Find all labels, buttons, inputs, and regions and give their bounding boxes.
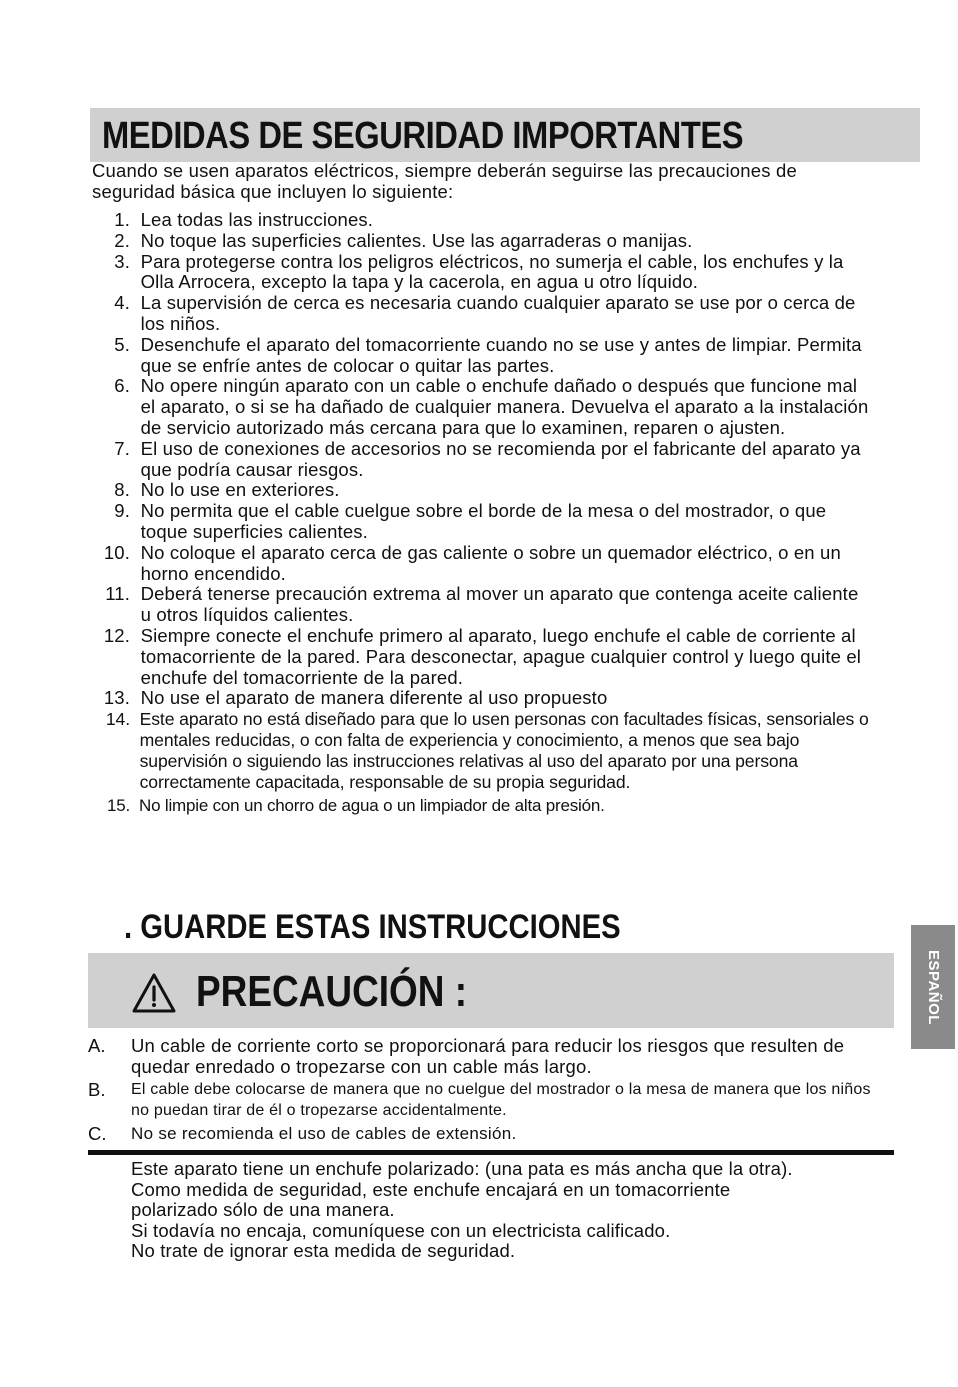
rule-item bbox=[82, 480, 872, 501]
caution-item bbox=[88, 1123, 888, 1144]
rule-item bbox=[82, 501, 872, 543]
rule-text: No permita que el cable cuelgue sobre el borde de la mesa o del mostrador, o que toque superficies calientes. bbox=[140, 500, 827, 542]
rule-number: 7. bbox=[114, 437, 130, 459]
rule-number: 3. bbox=[114, 250, 130, 272]
rule-number: 10. bbox=[103, 541, 130, 563]
warning-triangle-icon bbox=[132, 973, 176, 1013]
caution-item bbox=[88, 1035, 888, 1077]
save-instructions-heading: . GUARDE ESTAS INSTRUCCIONES bbox=[124, 908, 621, 946]
language-tab-label: ESPAÑOL bbox=[924, 949, 942, 1025]
rule-number: 11. bbox=[105, 583, 130, 605]
rule-item bbox=[82, 335, 872, 377]
caution-title: PRECAUCIÓN : bbox=[196, 967, 468, 1016]
caution-text: No se recomienda el uso de cables de extensión. bbox=[131, 1124, 517, 1143]
rule-text: Desenchufe el aparato del tomacorriente cuando no se use y antes de limpiar. Permita que se enfríe antes de colocar o quitar las partes. bbox=[140, 333, 862, 376]
polarized-plug-note bbox=[131, 1159, 891, 1262]
rule-number: 15. bbox=[106, 796, 130, 816]
rule-item bbox=[82, 210, 872, 231]
plug-note-line: Este aparato tiene un enchufe polarizado: (una pata es más ancha que la otra). bbox=[131, 1158, 793, 1179]
rule-item bbox=[82, 796, 872, 817]
rule-number: 12. bbox=[103, 624, 130, 646]
rule-number: 2. bbox=[114, 229, 130, 251]
page-title: MEDIDAS DE SEGURIDAD IMPORTANTES bbox=[102, 115, 744, 157]
rule-item bbox=[82, 439, 872, 481]
intro-text: Cuando se usen aparatos eléctricos, siempre deberán seguirse las precauciones de seguridad básica que incluyen lo siguiente: bbox=[92, 160, 798, 202]
caution-bar bbox=[88, 953, 894, 1028]
rule-text: No limpie con un chorro de agua o un limpiador de alta presión. bbox=[139, 796, 605, 816]
rule-text: Deberá tenerse precaución extrema al mover un aparato que contenga aceite caliente u otros líquidos calientes. bbox=[140, 583, 859, 626]
rule-text: No use el aparato de manera diferente al uso propuesto bbox=[140, 687, 608, 709]
caution-item bbox=[88, 1079, 888, 1121]
plug-note-line: Como medida de seguridad, este enchufe encajará en un tomacorriente bbox=[131, 1178, 731, 1200]
rule-number: 9. bbox=[114, 500, 130, 522]
rule-text: El uso de conexiones de accesorios no se recomienda por el fabricante del aparato ya que podría causar riesgos. bbox=[140, 437, 861, 480]
rule-item bbox=[82, 293, 872, 335]
rule-text: No toque las superficies calientes. Use las agarraderas o manijas. bbox=[140, 229, 693, 251]
plug-note-line: No trate de ignorar esta medida de seguridad. bbox=[131, 1240, 516, 1262]
rule-item bbox=[82, 584, 872, 626]
rule-number: 13. bbox=[103, 687, 130, 709]
rule-text: No lo use en exteriores. bbox=[140, 479, 340, 501]
divider bbox=[88, 1150, 894, 1155]
caution-text: El cable debe colocarse de manera que no cuelgue del mostrador o la mesa de manera que los niños no puedan tirar de él o tropezarse accidentalmente. bbox=[131, 1081, 871, 1119]
rule-item bbox=[82, 543, 872, 585]
rule-number: 14. bbox=[105, 709, 130, 730]
rule-text: Este aparato no está diseñado para que lo usen personas con facultades físicas, sensoriales o mentales reducidas, o con falta de experiencia y conocimiento, a menos que sea bajo supervisión o siguiendo las instrucciones relativas al uso del aparato por una persona correctamente capacitada, responsable de su propia seguridad. bbox=[139, 709, 869, 792]
rule-text: No opere ningún aparato con un cable o enchufe dañado o después que funcione mal el aparato, o si se ha dañado de cualquier manera. Devuelva el aparato a la instalación de servicio autorizado más cercana para que lo examinen, reparen o ajusten. bbox=[140, 375, 869, 438]
plug-note-line: polarizado sólo de una manera. bbox=[131, 1199, 395, 1221]
rule-item bbox=[82, 709, 872, 792]
title-bar bbox=[90, 108, 920, 162]
rule-text: Siempre conecte el enchufe primero al aparato, luego enchufe el cable de corriente al tomacorriente de la pared. Para desconectar, apague cualquier control y luego quite el enchufe del tomacorriente de la pared. bbox=[140, 624, 862, 688]
language-tab bbox=[911, 925, 955, 1049]
rule-text: No coloque el aparato cerca de gas caliente o sobre un quemador eléctrico, o en un horno encendido. bbox=[140, 541, 841, 584]
rule-item bbox=[82, 688, 872, 709]
safety-rules-list bbox=[82, 210, 872, 817]
plug-note-line: Si todavía no encaja, comuníquese con un electricista calificado. bbox=[131, 1219, 671, 1241]
rule-text: La supervisión de cerca es necesaria cuando cualquier aparato se use por o cerca de los niños. bbox=[140, 292, 856, 334]
caution-letter: C. bbox=[88, 1123, 107, 1144]
rule-number: 6. bbox=[114, 375, 130, 397]
rule-number: 8. bbox=[114, 479, 130, 501]
rule-text: Lea todas las instrucciones. bbox=[140, 209, 374, 230]
rule-number: 5. bbox=[114, 333, 130, 355]
rule-item bbox=[82, 626, 872, 688]
caution-letter: B. bbox=[88, 1079, 106, 1100]
rule-item bbox=[82, 252, 872, 294]
rule-number: 4. bbox=[114, 292, 130, 314]
rule-text: Para protegerse contra los peligros eléctricos, no sumerja el cable, los enchufes y la Olla Arrocera, excepto la tapa y la cacerola, en agua u otro líquido. bbox=[140, 250, 844, 293]
rule-item bbox=[82, 376, 872, 438]
caution-text: Un cable de corriente corto se proporcionará para reducir los riesgos que resulten de quedar enredado o tropezarse con un cable más largo. bbox=[131, 1035, 845, 1077]
caution-list bbox=[88, 1035, 888, 1144]
caution-letter: A. bbox=[88, 1035, 106, 1056]
rule-number: 1. bbox=[114, 209, 130, 230]
rule-item bbox=[82, 231, 872, 252]
